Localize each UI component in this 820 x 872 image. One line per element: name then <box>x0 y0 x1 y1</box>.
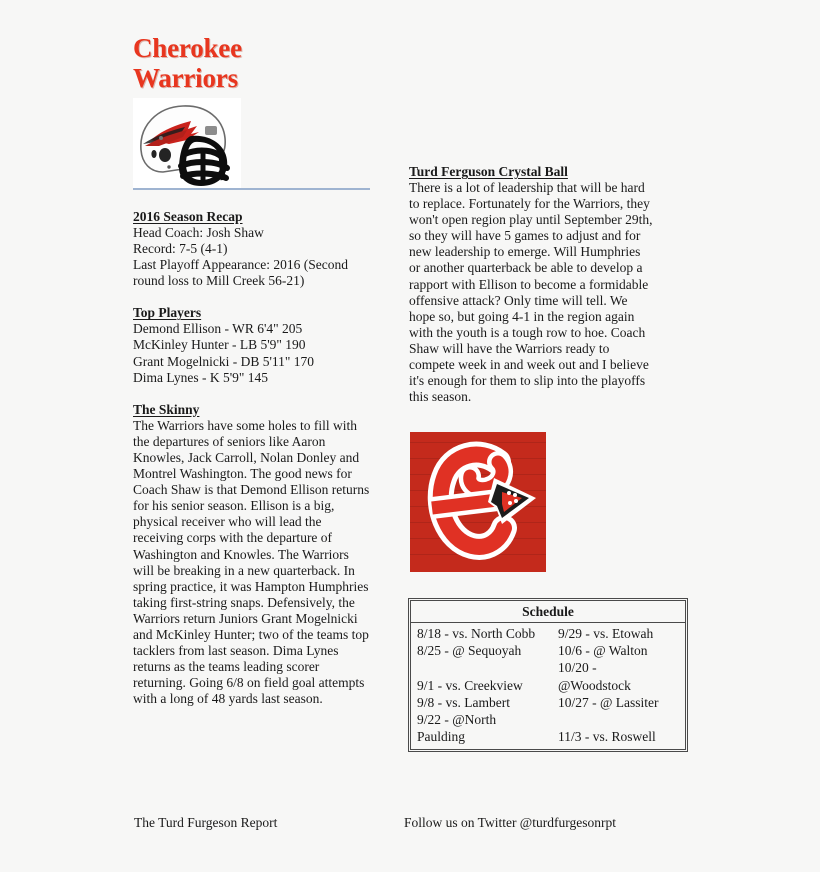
masthead <box>133 33 373 190</box>
schedule-game: 10/20 - <box>558 660 597 676</box>
top-player-item: Demond Ellison - WR 6'4" 205 <box>133 321 303 337</box>
schedule-game: 10/27 - @ Lassiter <box>558 694 659 710</box>
crystal-ball-body: There is a lot of leadership that will be hard to replace. Fortunately for the Warriors, they won't open region play until September 29th, so they will have 5 games to adjust and for new leadership to emerge. Will Humphries or another quarterback be able to develop a rapport with Ellison to become a formidable offensive attack? Only time will tell. We hope so, but going 4-1 in the region again with the youth is a tough row to hoe. Coach Shaw will have the Warriors ready to compete week in and week out and I believe it's enough for them to slip into the playoffs this season. <box>409 180 653 405</box>
schedule-game: 8/18 - vs. North Cobb <box>417 626 536 641</box>
football-helmet-image <box>133 98 241 190</box>
schedule-game-blank <box>417 659 544 676</box>
schedule-column-right <box>548 625 685 745</box>
the-skinny-heading: The Skinny <box>133 401 200 417</box>
football-helmet-icon <box>133 98 241 190</box>
schedule-game: 10/6 - @ Walton <box>558 643 648 659</box>
schedule-game: 8/25 - @ Sequoyah <box>417 643 522 659</box>
top-player-item: Dima Lynes - K 5'9" 145 <box>133 369 269 385</box>
schedule-column-left <box>411 625 548 745</box>
schedule-game: 11/3 - vs. Roswell <box>558 729 656 745</box>
schedule-game-blank <box>558 711 681 728</box>
head-coach-line: Head Coach: Josh Shaw <box>133 225 264 240</box>
page-title-line1: Cherokee <box>133 33 242 63</box>
last-playoff-line: Last Playoff Appearance: 2016 (Second round loss to Mill Creek 56-21) <box>133 257 348 289</box>
spacer <box>133 289 371 305</box>
cherokee-c-arrowhead-logo-icon <box>410 432 546 572</box>
footer-publication-name: The Turd Furgeson Report <box>134 815 278 830</box>
season-recap-heading: 2016 Season Recap <box>133 209 243 224</box>
header-divider-rule <box>133 188 370 190</box>
page-title-line2: Warriors <box>133 63 238 93</box>
top-players-heading: Top Players <box>133 305 202 321</box>
right-column <box>409 164 653 405</box>
schedule-body <box>411 623 685 749</box>
schedule-game: 9/8 - vs. Lambert <box>417 694 510 710</box>
crystal-ball-heading: Turd Ferguson Crystal Ball <box>409 164 568 179</box>
record-line: Record: 7-5 (4-1) <box>133 241 228 257</box>
schedule-table <box>408 598 688 752</box>
footer-twitter-handle: Follow us on Twitter @turdfurgesonrpt <box>404 815 616 830</box>
schedule-game: @Woodstock <box>558 677 631 693</box>
schedule-table-inner <box>410 600 686 750</box>
spacer <box>133 386 371 402</box>
schedule-game: 9/1 - vs. Creekview <box>417 677 523 693</box>
the-skinny-body: The Warriors have some holes to fill with the departures of seniors like Aaron Knowles, Jack Carroll, Nolan Donley and Montrel Washington. The good news for Coach Shaw is that Demond Ellison returns for his senior season. Ellison is a big, physical receiver who will lead the receiving corps with the departure of Washington and Knowles. The Warriors will be breaking in a new quarterback. In spring practice, it was Hampton Humphries taking first-string snaps. Defensively, the Warriors return Juniors Grant Mogelnicki and McKinley Hunter; two of the teams top tacklers from last season. Dima Lynes returns as the teams leading scorer returning. Going 6/8 on field goal attempts with a long of 48 yards last season. <box>133 417 370 707</box>
left-column <box>133 209 371 707</box>
top-player-item: Grant Mogelnicki - DB 5'11" 170 <box>133 353 315 369</box>
schedule-game: 9/22 - @North <box>417 712 497 728</box>
schedule-title: Schedule <box>411 601 685 623</box>
top-player-item: McKinley Hunter - LB 5'9" 190 <box>133 337 306 353</box>
schedule-game: Paulding <box>417 729 466 745</box>
schedule-game: 9/29 - vs. Etowah <box>558 626 654 641</box>
team-logo-image <box>410 432 546 572</box>
page-title <box>133 33 373 93</box>
